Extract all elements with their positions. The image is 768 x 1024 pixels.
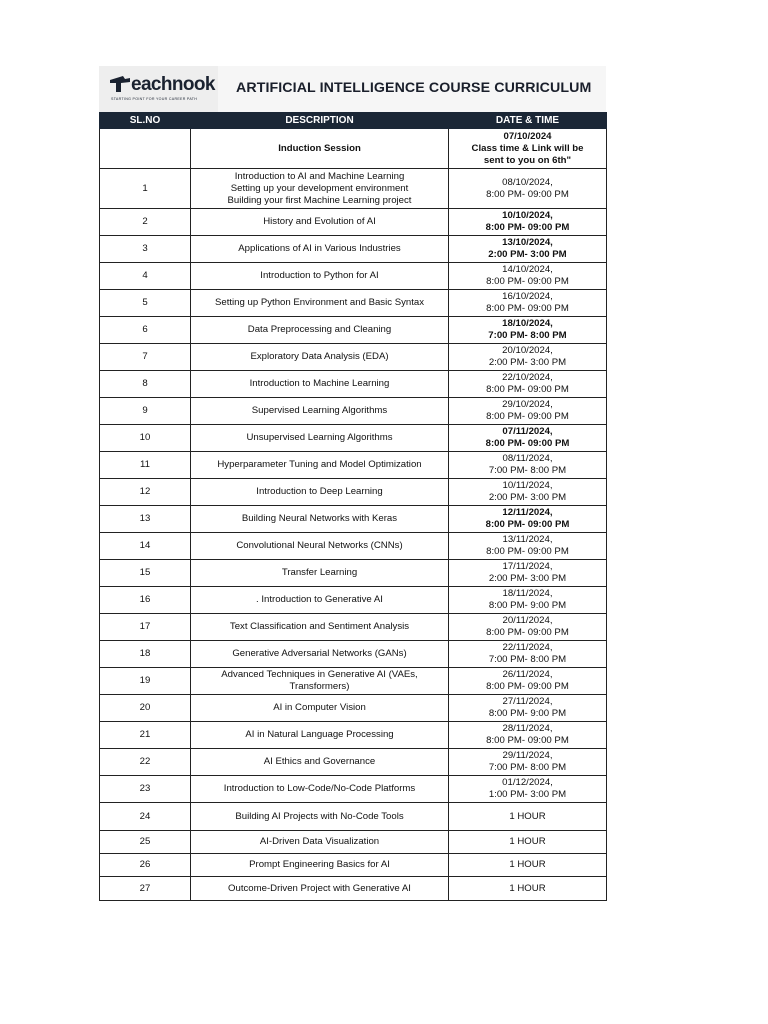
- column-header-description: DESCRIPTION: [191, 113, 449, 129]
- table-row: [100, 533, 607, 560]
- table-row: [100, 209, 607, 236]
- sl-no-cell: 6: [100, 317, 191, 344]
- table-row: [100, 398, 607, 425]
- date-time-cell: 1 HOUR: [449, 831, 607, 854]
- table-row: [100, 452, 607, 479]
- date-time-cell: 28/11/2024, 8:00 PM- 09:00 PM: [449, 722, 607, 749]
- table-row: [100, 668, 607, 695]
- description-cell: AI in Computer Vision: [191, 695, 449, 722]
- sl-no-cell: 13: [100, 506, 191, 533]
- description-cell: AI Ethics and Governance: [191, 749, 449, 776]
- table-row: [100, 614, 607, 641]
- table-row: [100, 749, 607, 776]
- table-row: [100, 479, 607, 506]
- table-row: [100, 776, 607, 803]
- table-row: [100, 371, 607, 398]
- sl-no-cell: 27: [100, 877, 191, 901]
- date-time-cell: 26/11/2024, 8:00 PM- 09:00 PM: [449, 668, 607, 695]
- table-row: [100, 236, 607, 263]
- date-time-cell: 08/11/2024, 7:00 PM- 8:00 PM: [449, 452, 607, 479]
- description-cell: Hyperparameter Tuning and Model Optimization: [191, 452, 449, 479]
- description-cell: Exploratory Data Analysis (EDA): [191, 344, 449, 371]
- description-cell: Text Classification and Sentiment Analysis: [191, 614, 449, 641]
- description-cell: Advanced Techniques in Generative AI (VAEs, Transformers): [191, 668, 449, 695]
- description-cell: . Introduction to Generative AI: [191, 587, 449, 614]
- description-cell: Building Neural Networks with Keras: [191, 506, 449, 533]
- sl-no-cell: 24: [100, 803, 191, 831]
- date-time-cell: 18/11/2024, 8:00 PM- 9:00 PM: [449, 587, 607, 614]
- sl-no-cell: 25: [100, 831, 191, 854]
- table-row: [100, 506, 607, 533]
- table-row: [100, 263, 607, 290]
- table-header-row: [100, 113, 607, 129]
- date-time-cell: 22/11/2024, 7:00 PM- 8:00 PM: [449, 641, 607, 668]
- description-cell: Introduction to Python for AI: [191, 263, 449, 290]
- sl-no-cell: 17: [100, 614, 191, 641]
- description-cell: AI-Driven Data Visualization: [191, 831, 449, 854]
- table-row: [100, 587, 607, 614]
- description-cell: History and Evolution of AI: [191, 209, 449, 236]
- table-row: [100, 560, 607, 587]
- sheet-header: [99, 66, 606, 112]
- date-time-cell: 08/10/2024, 8:00 PM- 09:00 PM: [449, 169, 607, 209]
- table-body: [100, 129, 607, 901]
- sl-no-cell: 22: [100, 749, 191, 776]
- table-row: [100, 344, 607, 371]
- sl-no-cell: 21: [100, 722, 191, 749]
- date-time-cell: 18/10/2024, 7:00 PM- 8:00 PM: [449, 317, 607, 344]
- table-row: [100, 695, 607, 722]
- sl-no-cell: 10: [100, 425, 191, 452]
- sl-no-cell: 18: [100, 641, 191, 668]
- date-time-cell: 22/10/2024, 8:00 PM- 09:00 PM: [449, 371, 607, 398]
- brand-tagline: STARTING POINT FOR YOUR CAREER PATH: [111, 97, 198, 101]
- date-time-cell: 14/10/2024, 8:00 PM- 09:00 PM: [449, 263, 607, 290]
- date-time-cell: 13/11/2024, 8:00 PM- 09:00 PM: [449, 533, 607, 560]
- teachnook-t-icon: [109, 75, 131, 93]
- table-row: [100, 722, 607, 749]
- description-cell: Setting up Python Environment and Basic Syntax: [191, 290, 449, 317]
- description-cell: Transfer Learning: [191, 560, 449, 587]
- sl-no-cell: 23: [100, 776, 191, 803]
- description-cell: Introduction to Machine Learning: [191, 371, 449, 398]
- sl-no-cell: 20: [100, 695, 191, 722]
- date-time-cell: 13/10/2024, 2:00 PM- 3:00 PM: [449, 236, 607, 263]
- table-row: [100, 290, 607, 317]
- table-row: [100, 831, 607, 854]
- sl-no-cell: 15: [100, 560, 191, 587]
- page-title: ARTIFICIAL INTELLIGENCE COURSE CURRICULUM: [236, 80, 592, 96]
- curriculum-sheet: [99, 66, 606, 901]
- description-cell: Data Preprocessing and Cleaning: [191, 317, 449, 344]
- table-row: [100, 877, 607, 901]
- sl-no-cell: 1: [100, 169, 191, 209]
- description-cell: Induction Session: [191, 129, 449, 169]
- description-cell: Supervised Learning Algorithms: [191, 398, 449, 425]
- description-cell: AI in Natural Language Processing: [191, 722, 449, 749]
- description-cell: Convolutional Neural Networks (CNNs): [191, 533, 449, 560]
- description-cell: Outcome-Driven Project with Generative AI: [191, 877, 449, 901]
- sl-no-cell: 14: [100, 533, 191, 560]
- date-time-cell: 20/10/2024, 2:00 PM- 3:00 PM: [449, 344, 607, 371]
- brand-logo: [99, 66, 218, 112]
- description-cell: Introduction to Low-Code/No-Code Platforms: [191, 776, 449, 803]
- description-cell: Prompt Engineering Basics for AI: [191, 854, 449, 877]
- date-time-cell: 1 HOUR: [449, 877, 607, 901]
- date-time-cell: 10/10/2024, 8:00 PM- 09:00 PM: [449, 209, 607, 236]
- description-cell: Building AI Projects with No-Code Tools: [191, 803, 449, 831]
- description-cell: Introduction to AI and Machine Learning Setting up your development environment Building your first Machine Learning project: [191, 169, 449, 209]
- sl-no-cell: 9: [100, 398, 191, 425]
- sl-no-cell: 4: [100, 263, 191, 290]
- brand-name: eachnook: [131, 74, 215, 95]
- column-header-sl-no: SL.NO: [100, 113, 191, 129]
- date-time-cell: 29/11/2024, 7:00 PM- 8:00 PM: [449, 749, 607, 776]
- date-time-cell: 07/10/2024 Class time & Link will be sent to you on 6th": [449, 129, 607, 169]
- sl-no-cell: 7: [100, 344, 191, 371]
- sl-no-cell: 12: [100, 479, 191, 506]
- date-time-cell: 27/11/2024, 8:00 PM- 9:00 PM: [449, 695, 607, 722]
- sl-no-cell: 2: [100, 209, 191, 236]
- sl-no-cell: 19: [100, 668, 191, 695]
- sl-no-cell: 16: [100, 587, 191, 614]
- table-row: [100, 854, 607, 877]
- table-row: [100, 129, 607, 169]
- description-cell: Unsupervised Learning Algorithms: [191, 425, 449, 452]
- description-cell: Applications of AI in Various Industries: [191, 236, 449, 263]
- date-time-cell: 10/11/2024, 2:00 PM- 3:00 PM: [449, 479, 607, 506]
- column-header-date-time: DATE & TIME: [449, 113, 607, 129]
- sl-no-cell: 3: [100, 236, 191, 263]
- sl-no-cell: 5: [100, 290, 191, 317]
- date-time-cell: 12/11/2024, 8:00 PM- 09:00 PM: [449, 506, 607, 533]
- date-time-cell: 07/11/2024, 8:00 PM- 09:00 PM: [449, 425, 607, 452]
- date-time-cell: 01/12/2024, 1:00 PM- 3:00 PM: [449, 776, 607, 803]
- date-time-cell: 20/11/2024, 8:00 PM- 09:00 PM: [449, 614, 607, 641]
- curriculum-table: [99, 112, 607, 901]
- description-cell: Introduction to Deep Learning: [191, 479, 449, 506]
- sl-no-cell: 26: [100, 854, 191, 877]
- date-time-cell: 1 HOUR: [449, 854, 607, 877]
- sl-no-cell: [100, 129, 191, 169]
- date-time-cell: 1 HOUR: [449, 803, 607, 831]
- table-row: [100, 425, 607, 452]
- date-time-cell: 17/11/2024, 2:00 PM- 3:00 PM: [449, 560, 607, 587]
- date-time-cell: 29/10/2024, 8:00 PM- 09:00 PM: [449, 398, 607, 425]
- table-row: [100, 169, 607, 209]
- table-row: [100, 317, 607, 344]
- table-row: [100, 803, 607, 831]
- date-time-cell: 16/10/2024, 8:00 PM- 09:00 PM: [449, 290, 607, 317]
- table-row: [100, 641, 607, 668]
- sl-no-cell: 8: [100, 371, 191, 398]
- sl-no-cell: 11: [100, 452, 191, 479]
- description-cell: Generative Adversarial Networks (GANs): [191, 641, 449, 668]
